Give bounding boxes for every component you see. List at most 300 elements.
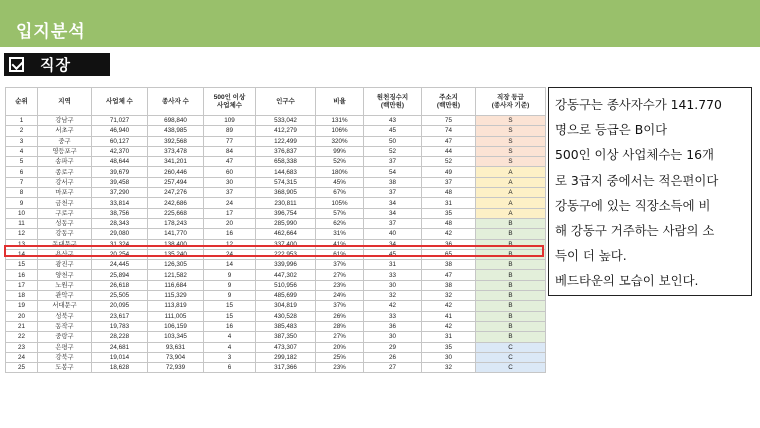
table-cell: 동작구 xyxy=(38,321,92,331)
table-cell: 42 xyxy=(422,301,476,311)
column-header: 종사자 수 xyxy=(148,88,204,116)
table-cell: 금천구 xyxy=(38,198,92,208)
table-cell: 29 xyxy=(364,342,422,352)
table-cell: 31,324 xyxy=(92,239,148,249)
table-cell: 533,042 xyxy=(256,116,316,126)
table-cell: 43 xyxy=(364,116,422,126)
table-row xyxy=(6,229,546,239)
grade-cell: B xyxy=(476,229,546,239)
table-row xyxy=(6,136,546,146)
table-cell: 106,159 xyxy=(148,321,204,331)
table-cell: 103,345 xyxy=(148,332,204,342)
table-cell: 473,307 xyxy=(256,342,316,352)
table-body xyxy=(6,116,546,373)
table-cell: 126,305 xyxy=(148,260,204,270)
table-cell: 39,458 xyxy=(92,177,148,187)
table-cell: 37% xyxy=(316,260,364,270)
table-cell: 37 xyxy=(364,218,422,228)
table-cell: 도봉구 xyxy=(38,363,92,373)
table-cell: 20 xyxy=(6,311,38,321)
table-cell: 37 xyxy=(364,157,422,167)
table-cell: 60,127 xyxy=(92,136,148,146)
ranking-table-container xyxy=(5,87,545,373)
table-cell: 71,027 xyxy=(92,116,148,126)
table-cell: 중랑구 xyxy=(38,332,92,342)
table-cell: 37% xyxy=(316,301,364,311)
table-cell: 19,014 xyxy=(92,352,148,362)
column-header: 순위 xyxy=(6,88,38,116)
table-cell: 462,664 xyxy=(256,229,316,239)
note-line: 로 3급지 중에서는 적은편이다 xyxy=(555,172,719,188)
table-cell: 성북구 xyxy=(38,311,92,321)
table-cell: 27% xyxy=(316,270,364,280)
table-cell: 52% xyxy=(316,157,364,167)
table-cell: 260,446 xyxy=(148,167,204,177)
section-label: 직장 xyxy=(40,56,71,74)
table-cell: 113,819 xyxy=(148,301,204,311)
table-cell: 41 xyxy=(422,311,476,321)
table-cell: 111,005 xyxy=(148,311,204,321)
table-cell: 8 xyxy=(6,188,38,198)
table-cell: 32 xyxy=(422,291,476,301)
table-cell: 6 xyxy=(204,363,256,373)
table-cell: 48,644 xyxy=(92,157,148,167)
table-cell: 412,279 xyxy=(256,126,316,136)
table-cell: 105% xyxy=(316,198,364,208)
table-cell: 관악구 xyxy=(38,291,92,301)
grade-cell: C xyxy=(476,363,546,373)
table-row xyxy=(6,301,546,311)
table-cell: 17 xyxy=(204,208,256,218)
table-cell: 230,811 xyxy=(256,198,316,208)
grade-cell: B xyxy=(476,301,546,311)
table-row xyxy=(6,280,546,290)
table-cell: 용산구 xyxy=(38,249,92,259)
table-cell: 22 xyxy=(6,332,38,342)
table-cell: 7 xyxy=(6,177,38,187)
table-cell: 77 xyxy=(204,136,256,146)
table-cell: 40 xyxy=(364,229,422,239)
table-cell: 396,754 xyxy=(256,208,316,218)
table-cell: 32 xyxy=(364,291,422,301)
table-cell: 27% xyxy=(316,332,364,342)
table-cell: 30 xyxy=(422,352,476,362)
table-cell: 37,290 xyxy=(92,188,148,198)
table-cell: 강북구 xyxy=(38,352,92,362)
table-cell: 27 xyxy=(364,363,422,373)
table-cell: 376,837 xyxy=(256,146,316,156)
table-cell: 31 xyxy=(422,332,476,342)
table-cell: 5 xyxy=(6,157,38,167)
table-cell: 45 xyxy=(364,126,422,136)
table-cell: 52 xyxy=(364,146,422,156)
table-cell: 109 xyxy=(204,116,256,126)
table-cell: 11 xyxy=(6,218,38,228)
table-cell: 종로구 xyxy=(38,167,92,177)
grade-cell: C xyxy=(476,342,546,352)
table-cell: 15 xyxy=(204,311,256,321)
table-cell: 61% xyxy=(316,249,364,259)
table-cell: 42 xyxy=(422,229,476,239)
table-cell: 131% xyxy=(316,116,364,126)
table-cell: 23% xyxy=(316,363,364,373)
table-row xyxy=(6,291,546,301)
grade-cell: A xyxy=(476,198,546,208)
table-cell: 373,478 xyxy=(148,146,204,156)
table-cell: 24 xyxy=(204,198,256,208)
table-cell: 서대문구 xyxy=(38,301,92,311)
table-cell: 마포구 xyxy=(38,188,92,198)
grade-cell: B xyxy=(476,321,546,331)
table-cell: 116,684 xyxy=(148,280,204,290)
note-line: 강동구에 있는 직장소득에 비 xyxy=(555,197,711,213)
table-cell: 122,499 xyxy=(256,136,316,146)
table-cell: 28,343 xyxy=(92,218,148,228)
table-row xyxy=(6,116,546,126)
table-cell: 17 xyxy=(6,280,38,290)
table-cell: 9 xyxy=(204,280,256,290)
page-title: 입지분석 xyxy=(16,22,86,42)
table-row xyxy=(6,249,546,259)
table-row xyxy=(6,126,546,136)
table-cell: 35 xyxy=(422,342,476,352)
table-cell: 20,095 xyxy=(92,301,148,311)
note-line: 500인 이상 사업체수는 16개 xyxy=(555,147,714,163)
table-cell: 698,840 xyxy=(148,116,204,126)
table-cell: 121,582 xyxy=(148,270,204,280)
column-header: 인구수 xyxy=(256,88,316,116)
grade-cell: B xyxy=(476,218,546,228)
table-cell: 73,904 xyxy=(148,352,204,362)
table-cell: 25% xyxy=(316,352,364,362)
table-cell: 180% xyxy=(316,167,364,177)
table-cell: 242,686 xyxy=(148,198,204,208)
column-header: 사업체 수 xyxy=(92,88,148,116)
table-cell: 서초구 xyxy=(38,126,92,136)
grade-cell: C xyxy=(476,352,546,362)
table-cell: 47 xyxy=(422,270,476,280)
table-cell: 15 xyxy=(6,260,38,270)
grade-cell: S xyxy=(476,157,546,167)
table-cell: 45% xyxy=(316,177,364,187)
table-cell: 32 xyxy=(422,363,476,373)
table-cell: 44 xyxy=(422,146,476,156)
table-cell: 강남구 xyxy=(38,116,92,126)
table-cell: 138,400 xyxy=(148,239,204,249)
table-cell: 20,254 xyxy=(92,249,148,259)
column-header: 비율 xyxy=(316,88,364,116)
table-cell: 49 xyxy=(422,167,476,177)
table-row xyxy=(6,363,546,373)
table-cell: 양천구 xyxy=(38,270,92,280)
table-cell: 12 xyxy=(6,229,38,239)
table-cell: 19,783 xyxy=(92,321,148,331)
table-cell: 106% xyxy=(316,126,364,136)
note-line: 득이 더 높다. xyxy=(555,248,627,264)
table-cell: 31 xyxy=(364,260,422,270)
grade-cell: S xyxy=(476,126,546,136)
table-cell: 28% xyxy=(316,321,364,331)
table-cell: 3 xyxy=(6,136,38,146)
table-cell: 26 xyxy=(364,352,422,362)
table-row xyxy=(6,157,546,167)
table-cell: 20 xyxy=(204,218,256,228)
grade-cell: A xyxy=(476,167,546,177)
table-cell: 222,953 xyxy=(256,249,316,259)
grade-cell: B xyxy=(476,260,546,270)
table-cell: 노원구 xyxy=(38,280,92,290)
table-cell: 34 xyxy=(364,208,422,218)
note-line: 강동구는 종사자수가 141.770 xyxy=(555,97,722,112)
table-cell: 42,370 xyxy=(92,146,148,156)
table-cell: 구로구 xyxy=(38,208,92,218)
table-cell: 12 xyxy=(204,239,256,249)
table-cell: 299,182 xyxy=(256,352,316,362)
table-cell: 4 xyxy=(204,332,256,342)
table-cell: 339,996 xyxy=(256,260,316,270)
table-header-row xyxy=(6,88,546,116)
table-cell: 62% xyxy=(316,218,364,228)
column-header: 원천징수지 (백만원) xyxy=(364,88,422,116)
table-cell: 46,940 xyxy=(92,126,148,136)
table-cell: 42 xyxy=(422,321,476,331)
table-cell: 34 xyxy=(364,198,422,208)
table-row xyxy=(6,332,546,342)
table-cell: 동대문구 xyxy=(38,239,92,249)
table-cell: 135,240 xyxy=(148,249,204,259)
table-cell: 23 xyxy=(6,342,38,352)
table-cell: 은평구 xyxy=(38,342,92,352)
table-row xyxy=(6,198,546,208)
table-cell: 26% xyxy=(316,311,364,321)
table-cell: 37 xyxy=(204,188,256,198)
table-cell: 430,528 xyxy=(256,311,316,321)
table-cell: 50 xyxy=(364,136,422,146)
table-cell: 115,329 xyxy=(148,291,204,301)
table-cell: 23,617 xyxy=(92,311,148,321)
grade-cell: B xyxy=(476,291,546,301)
table-cell: 36 xyxy=(364,321,422,331)
table-cell: 368,905 xyxy=(256,188,316,198)
table-cell: 1 xyxy=(6,116,38,126)
table-cell: 33 xyxy=(364,311,422,321)
table-cell: 247,276 xyxy=(148,188,204,198)
table-cell: 178,243 xyxy=(148,218,204,228)
table-cell: 47 xyxy=(204,157,256,167)
section-tag xyxy=(4,53,110,76)
table-cell: 16 xyxy=(204,229,256,239)
table-cell: 30 xyxy=(364,280,422,290)
grade-cell: B xyxy=(476,270,546,280)
table-cell: 33 xyxy=(364,270,422,280)
table-cell: 9 xyxy=(204,270,256,280)
column-header: 지역 xyxy=(38,88,92,116)
table-cell: 28,228 xyxy=(92,332,148,342)
table-cell: 99% xyxy=(316,146,364,156)
note-line: 해 강동구 거주하는 사람의 소 xyxy=(555,223,715,239)
table-cell: 송파구 xyxy=(38,157,92,167)
table-cell: 4 xyxy=(204,342,256,352)
table-cell: 54 xyxy=(364,167,422,177)
grade-cell: B xyxy=(476,249,546,259)
table-cell: 30 xyxy=(364,332,422,342)
table-cell: 42 xyxy=(364,301,422,311)
table-cell: 14 xyxy=(204,260,256,270)
table-cell: 26,618 xyxy=(92,280,148,290)
table-row xyxy=(6,311,546,321)
table-cell: 23% xyxy=(316,280,364,290)
grade-cell: B xyxy=(476,280,546,290)
table-cell: 16 xyxy=(6,270,38,280)
grade-cell: B xyxy=(476,332,546,342)
note-box xyxy=(548,87,752,296)
column-header: 주소지 (백만원) xyxy=(422,88,476,116)
table-cell: 18,628 xyxy=(92,363,148,373)
table-cell: 3 xyxy=(204,352,256,362)
table-cell: 485,699 xyxy=(256,291,316,301)
table-cell: 48 xyxy=(422,218,476,228)
table-cell: 34 xyxy=(364,239,422,249)
table-cell: 45 xyxy=(364,249,422,259)
table-cell: 144,683 xyxy=(256,167,316,177)
table-cell: 13 xyxy=(6,239,38,249)
table-cell: 337,400 xyxy=(256,239,316,249)
checkbox-icon xyxy=(9,57,24,72)
table-cell: 39,679 xyxy=(92,167,148,177)
table-cell: 16 xyxy=(204,321,256,331)
table-cell: 84 xyxy=(204,146,256,156)
table-cell: 285,990 xyxy=(256,218,316,228)
table-cell: 9 xyxy=(6,198,38,208)
table-cell: 392,568 xyxy=(148,136,204,146)
table-cell: 317,366 xyxy=(256,363,316,373)
table-cell: 25,894 xyxy=(92,270,148,280)
table-row xyxy=(6,270,546,280)
grade-cell: A xyxy=(476,188,546,198)
table-cell: 438,985 xyxy=(148,126,204,136)
grade-cell: S xyxy=(476,116,546,126)
table-cell: 447,302 xyxy=(256,270,316,280)
table-cell: 510,956 xyxy=(256,280,316,290)
table-cell: 9 xyxy=(204,291,256,301)
table-cell: 30 xyxy=(204,177,256,187)
grade-cell: B xyxy=(476,311,546,321)
table-cell: 중구 xyxy=(38,136,92,146)
grade-cell: S xyxy=(476,146,546,156)
table-cell: 38 xyxy=(422,260,476,270)
table-row xyxy=(6,260,546,270)
table-row xyxy=(6,352,546,362)
table-cell: 21 xyxy=(6,321,38,331)
table-cell: 24 xyxy=(6,352,38,362)
table-cell: 29,080 xyxy=(92,229,148,239)
table-cell: 141,770 xyxy=(148,229,204,239)
table-cell: 19 xyxy=(6,301,38,311)
table-cell: 36 xyxy=(422,239,476,249)
table-cell: 75 xyxy=(422,116,476,126)
table-cell: 25 xyxy=(6,363,38,373)
table-cell: 강동구 xyxy=(38,229,92,239)
table-row xyxy=(6,208,546,218)
table-cell: 강서구 xyxy=(38,177,92,187)
table-cell: 33,814 xyxy=(92,198,148,208)
table-cell: 38 xyxy=(422,280,476,290)
table-cell: 304,819 xyxy=(256,301,316,311)
note-line: 명으로 등급은 B이다 xyxy=(555,122,668,138)
ranking-table xyxy=(5,87,546,373)
table-cell: 574,315 xyxy=(256,177,316,187)
table-cell: 31% xyxy=(316,229,364,239)
table-cell: 14 xyxy=(6,249,38,259)
table-row xyxy=(6,218,546,228)
table-cell: 67% xyxy=(316,188,364,198)
table-row xyxy=(6,177,546,187)
table-row xyxy=(6,146,546,156)
table-cell: 광진구 xyxy=(38,260,92,270)
table-row xyxy=(6,167,546,177)
table-cell: 658,338 xyxy=(256,157,316,167)
table-cell: 24% xyxy=(316,291,364,301)
table-row xyxy=(6,239,546,249)
table-cell: 영등포구 xyxy=(38,146,92,156)
table-cell: 47 xyxy=(422,136,476,146)
table-row xyxy=(6,188,546,198)
table-row xyxy=(6,342,546,352)
table-cell: 52 xyxy=(422,157,476,167)
table-cell: 24 xyxy=(204,249,256,259)
table-cell: 31 xyxy=(422,198,476,208)
table-cell: 24,681 xyxy=(92,342,148,352)
table-cell: 74 xyxy=(422,126,476,136)
table-cell: 20% xyxy=(316,342,364,352)
table-cell: 225,668 xyxy=(148,208,204,218)
table-cell: 72,939 xyxy=(148,363,204,373)
table-cell: 15 xyxy=(204,301,256,311)
grade-cell: S xyxy=(476,136,546,146)
note-line: 베드타운의 모습이 보인다. xyxy=(555,273,699,289)
table-cell: 320% xyxy=(316,136,364,146)
table-cell: 48 xyxy=(422,188,476,198)
table-cell: 38 xyxy=(364,177,422,187)
grade-cell: A xyxy=(476,177,546,187)
table-cell: 89 xyxy=(204,126,256,136)
grade-cell: B xyxy=(476,239,546,249)
table-cell: 93,631 xyxy=(148,342,204,352)
table-cell: 387,350 xyxy=(256,332,316,342)
table-cell: 24,445 xyxy=(92,260,148,270)
table-cell: 257,494 xyxy=(148,177,204,187)
table-cell: 341,201 xyxy=(148,157,204,167)
table-row xyxy=(6,321,546,331)
table-cell: 65 xyxy=(422,249,476,259)
table-cell: 성동구 xyxy=(38,218,92,228)
table-cell: 18 xyxy=(6,291,38,301)
table-cell: 37 xyxy=(422,177,476,187)
column-header: 직장 등급 (종사자 기준) xyxy=(476,88,546,116)
table-cell: 25,505 xyxy=(92,291,148,301)
grade-cell: A xyxy=(476,208,546,218)
table-cell: 60 xyxy=(204,167,256,177)
table-cell: 35 xyxy=(422,208,476,218)
table-cell: 38,756 xyxy=(92,208,148,218)
table-cell: 41% xyxy=(316,239,364,249)
column-header: 500인 이상 사업체수 xyxy=(204,88,256,116)
table-cell: 6 xyxy=(6,167,38,177)
table-cell: 10 xyxy=(6,208,38,218)
table-cell: 385,483 xyxy=(256,321,316,331)
header-bar xyxy=(0,0,760,47)
table-cell: 4 xyxy=(6,146,38,156)
